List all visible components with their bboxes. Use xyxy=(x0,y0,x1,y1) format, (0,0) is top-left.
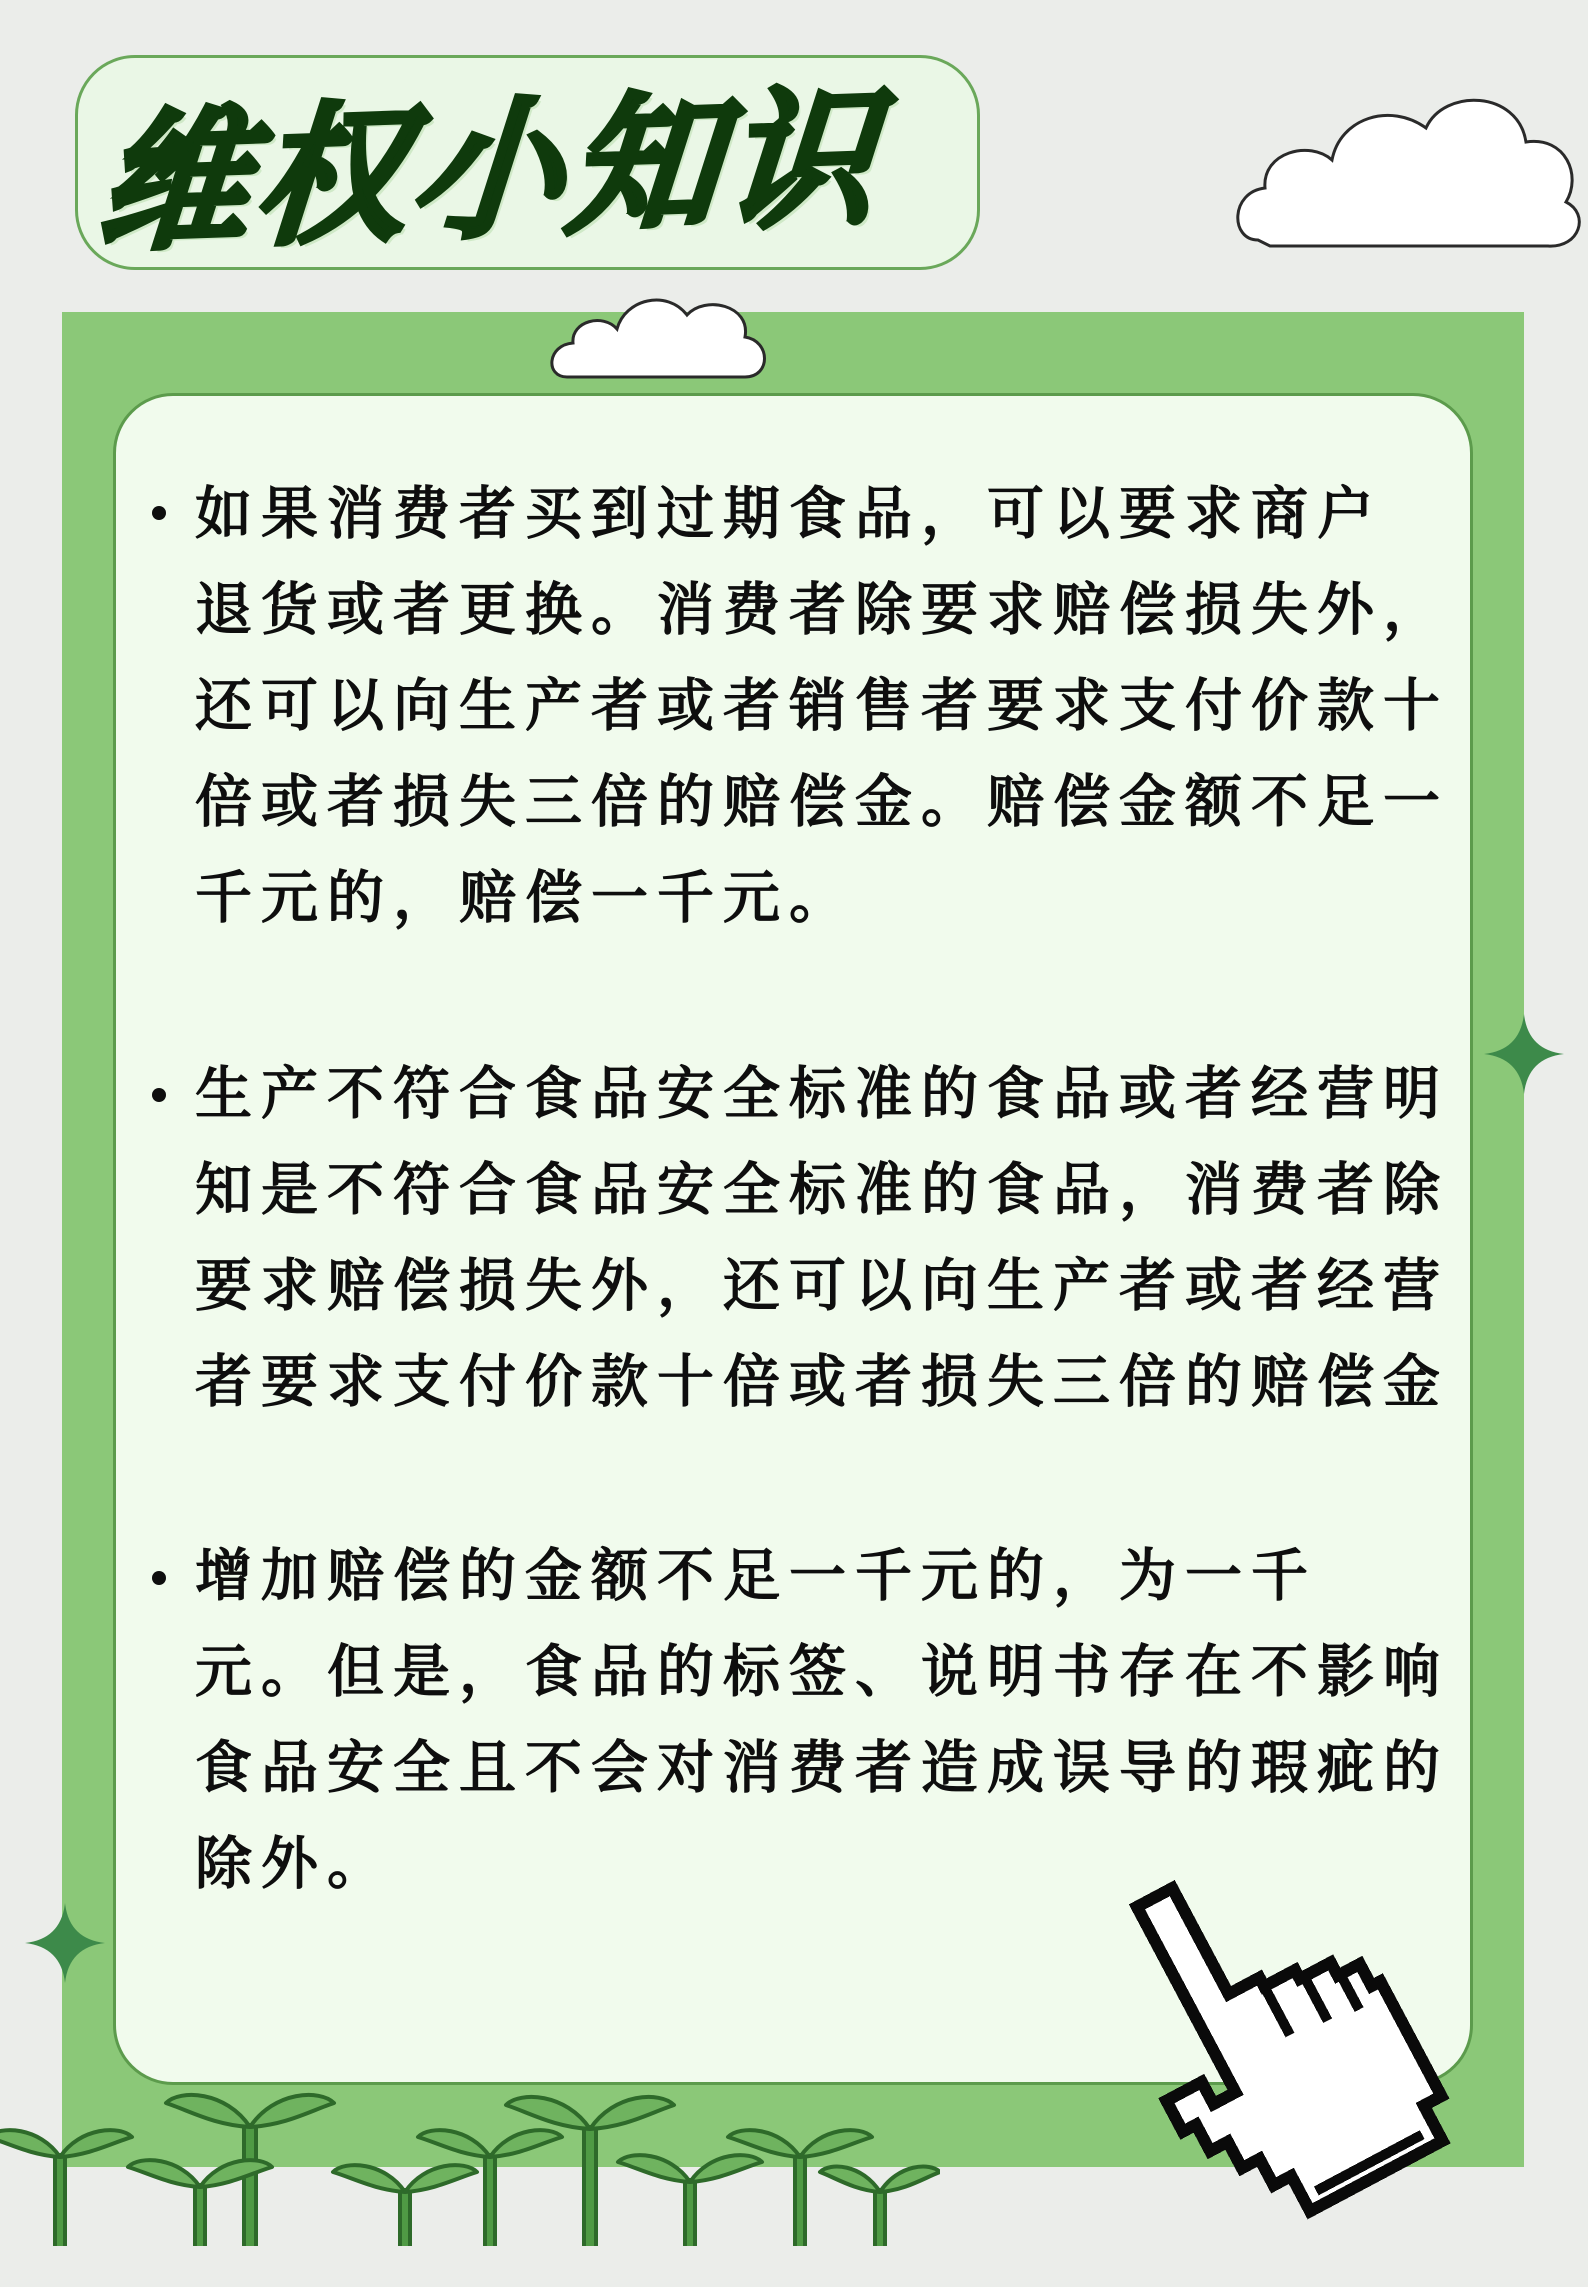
text-line: 食品安全且不会对消费者造成误导的瑕疵的 xyxy=(195,1734,1449,1801)
cloud-icon xyxy=(545,285,775,390)
sprout-icon xyxy=(0,2085,940,2246)
text-line: 如果消费者买到过期食品，可以要求商户 xyxy=(195,480,1383,547)
text-line: 千元的，赔偿一千元。 xyxy=(195,864,855,931)
page-title: 维权小知识 xyxy=(92,71,888,273)
text-line: 退货或者更换。消费者除要求赔偿损失外， xyxy=(195,576,1449,643)
text-line: 者要求支付价款十倍或者损失三倍的赔偿金 xyxy=(195,1348,1449,1415)
text-line: 除外。 xyxy=(195,1830,393,1897)
tip-paragraph-2 xyxy=(195,1046,1455,1430)
text-line: 要求赔偿损失外，还可以向生产者或者经营 xyxy=(195,1252,1449,1319)
bullet-point xyxy=(152,1088,166,1102)
text-line: 倍或者损失三倍的赔偿金。赔偿金额不足一 xyxy=(195,768,1449,835)
text-line: 知是不符合食品安全标准的食品，消费者除 xyxy=(195,1156,1449,1223)
text-line: 增加赔偿的金额不足一千元的，为一千 xyxy=(195,1542,1317,1609)
sparkle-icon xyxy=(1484,1014,1564,1094)
bullet-point xyxy=(152,506,166,520)
cloud-icon xyxy=(1230,80,1588,265)
text-line: 生产不符合食品安全标准的食品或者经营明 xyxy=(195,1060,1449,1127)
text-line: 还可以向生产者或者销售者要求支付价款十 xyxy=(195,672,1449,739)
bullet-point xyxy=(152,1571,166,1585)
tip-paragraph-1 xyxy=(195,466,1455,946)
sparkle-icon xyxy=(25,1903,105,1983)
text-line: 元。但是，食品的标签、说明书存在不影响 xyxy=(195,1638,1449,1705)
